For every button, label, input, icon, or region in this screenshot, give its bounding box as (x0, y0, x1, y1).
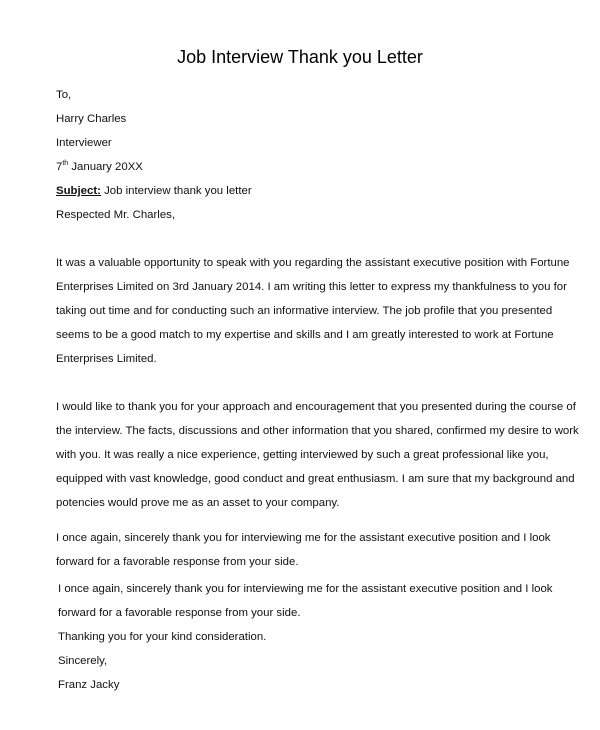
to-line: To, (56, 89, 72, 101)
paragraph-line: with you. It was really a nice experience, getting interviewed by such a great professional like you, (56, 449, 549, 461)
paragraph-line: I once again, sincerely thank you for interviewing me for the assistant executive position and I look (56, 532, 551, 544)
paragraph-2 (56, 395, 579, 515)
paragraph-line: Enterprises Limited on 3rd January 2014. I am writing this letter to express my thankfulness to you for (56, 281, 567, 293)
date-rest: January 20XX (68, 161, 143, 173)
closing-sincerely: Sincerely, (58, 655, 108, 667)
recipient-name: Harry Charles (56, 113, 127, 125)
subject-line (56, 184, 252, 198)
paragraph-3 (56, 526, 551, 574)
subject-text: Job interview thank you letter (100, 185, 252, 197)
paragraph-line: It was a valuable opportunity to speak with you regarding the assistant executive position with Fortune (56, 257, 570, 269)
date-suffix: th (62, 160, 69, 168)
paragraph-line: equipped with vast knowledge, good conduct and great enthusiasm. I am sure that my background and (56, 473, 575, 485)
letter-date (56, 160, 143, 174)
paragraph-line: potencies would prove me as an asset to your company. (56, 497, 340, 509)
document-title: Job Interview Thank you Letter (177, 47, 423, 67)
paragraph-1 (56, 251, 570, 371)
paragraph-line: taking out time and for conducting such an informative interview. The job profile that you presented (56, 305, 553, 317)
paragraph-line: forward for a favorable response from your side. (56, 556, 299, 568)
paragraph-line: the interview. The facts, discussions and other information that you shared, confirmed my desire to work (56, 425, 579, 437)
signature-name: Franz Jacky (58, 679, 120, 691)
paragraph-line: I would like to thank you for your approach and encouragement that you presented during the course of (56, 401, 576, 413)
salutation: Respected Mr. Charles, (56, 209, 176, 221)
date-day: 7 (56, 161, 63, 173)
paragraph-line: seems to be a good match to my expertise and skills and I am greatly interested to work at Fortune (56, 329, 554, 341)
paragraph-line: Enterprises Limited. (56, 353, 157, 365)
paragraph-line: I once again, sincerely thank you for interviewing me for the assistant executive position and I look (58, 583, 553, 595)
closing-thanks: Thanking you for your kind consideration. (58, 631, 267, 643)
subject-label: Subject: (56, 185, 101, 197)
paragraph-4 (58, 577, 553, 697)
paragraph-line: forward for a favorable response from your side. (58, 607, 301, 619)
recipient-title: Interviewer (56, 137, 112, 149)
